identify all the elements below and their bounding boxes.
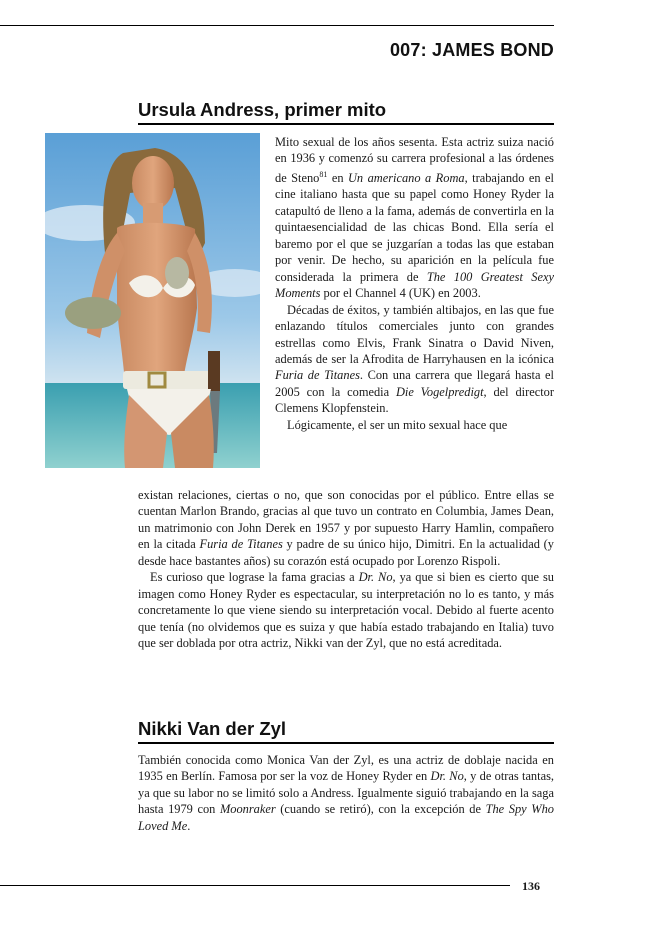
paragraph	[275, 302, 554, 417]
section-ursula-wide-text	[138, 487, 554, 652]
film-title: Dr. No	[358, 570, 393, 585]
text: .	[187, 818, 191, 833]
paragraph	[275, 134, 554, 302]
text: existan relaciones, ciertas o no, que son conocidas por el público. Entre ellas se cuentan Marlon Brando, gracias al que tuvo un contrato en Columbia, James Dean, un matrimonio con John Derek en 1957 y por supuesto Harry Hamlin, compañero en la citada	[138, 488, 554, 552]
film-title: Moonraker	[219, 802, 276, 817]
film-title: Die Vogelpredigt	[395, 384, 484, 399]
section-ursula-narrow-text	[275, 134, 554, 433]
text: en	[327, 171, 348, 186]
text: Mito sexual de los años sesenta. Esta actriz suiza nació en 1936 y comenzó su carrera profesional a las órdenes de Steno	[275, 135, 554, 186]
film-title: Dr. No	[430, 769, 464, 784]
text: , trabajando en el cine italiano hasta que su papel como Honey Ryder la catapultó de lleno a la fama, además de convertirla en la quintaesencialidad de las chicas Bond. Ella sería el baremo por el que se juzgarían a todas las que estaban por venir. De hecho, su aparición en la película fue considerada la primera de	[275, 171, 554, 284]
text: Es curioso que lograse la fama gracias a	[150, 570, 359, 585]
text: y padre de su único hijo, Dimitri. En la actualidad (y desde hace bastantes años) su corazón está ocupado por Lorenzo Rispoli.	[138, 537, 554, 568]
text: . Con una carrera que llegará hasta el 2005 con la comedia	[275, 368, 554, 399]
footnote-marker: 81	[319, 169, 328, 179]
film-title: The Spy Who Loved Me	[138, 802, 554, 833]
chapter-title: 007: JAMES BOND	[389, 40, 554, 60]
film-title: Furia de Titanes	[275, 368, 360, 383]
program-title: The 100 Greatest Sexy Moments	[275, 269, 554, 301]
text: , del director Clemens Klopfenstein.	[275, 384, 554, 416]
header-rule	[0, 25, 554, 26]
paragraph-lead: Lógicamente, el ser un mito sexual hace que	[287, 417, 508, 432]
paragraph	[138, 487, 554, 569]
section-ursula	[138, 99, 554, 125]
section-heading-nikki: Nikki Van der Zyl	[138, 718, 554, 744]
paragraph	[138, 569, 554, 651]
text: por el Channel 4 (UK) en 2003.	[320, 286, 481, 301]
film-title: Furia de Titanes	[199, 537, 283, 552]
section-nikki-text	[138, 752, 554, 834]
text: También conocida como Monica Van der Zyl, es una actriz de doblaje nacida en 1935 en Berlín. Famosa por ser la voz de Honey Ryder en	[138, 753, 554, 784]
section-nikki	[138, 718, 554, 744]
ursula-andress-photo	[45, 133, 260, 468]
text: , ya que si bien es cierto que su imagen como Honey Ryder es espectacular, su interpretación no lo es tanto, y más concretamente lo que viene siendo su interpretación vocal. Debido al fuerte acento que tenía (no olvidemos que es suiza y que había estado trabajando en Italia) tuvo que ser doblada por otra actriz, Nikki van der Zyl, que no está acreditada.	[138, 570, 555, 651]
text: , y de otras tantas, ya que su labor no se limitó solo a Andress. Igualmente siguió trabajando en la saga hasta 1979 con	[138, 769, 554, 817]
text: Décadas de éxitos, y también altibajos, en las que fue enlazando títulos comerciales junto con grandes estrellas como Elvis, Frank Sinatra o David Niven, además de ser la Afrodita de Harryhausen en la icónica	[275, 302, 554, 367]
paragraph	[138, 752, 554, 834]
footer-rule	[0, 885, 510, 886]
film-title: Un americano a Roma	[347, 171, 465, 186]
page-number: 136	[522, 879, 540, 893]
section-heading-ursula: Ursula Andress, primer mito	[138, 99, 554, 125]
text: (cuando se retiró), con la excepción de	[275, 802, 486, 817]
